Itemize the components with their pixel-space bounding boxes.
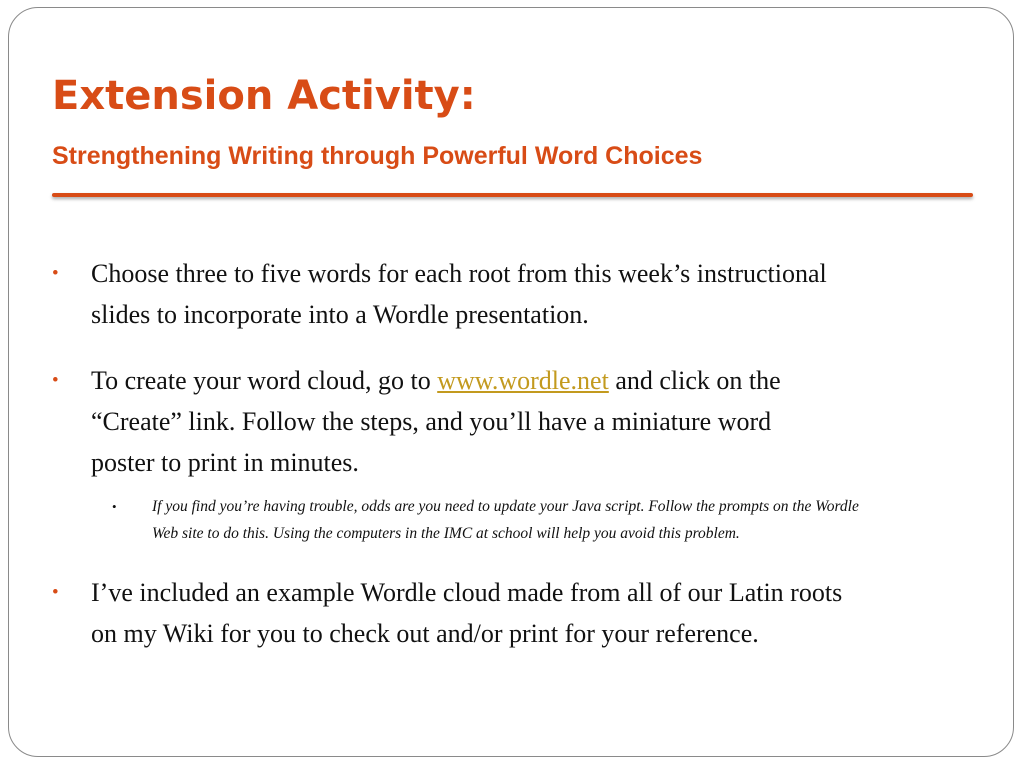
bullet-text-segment: To create your word cloud, go to xyxy=(91,366,438,395)
wordle-link[interactable]: www.wordle.net xyxy=(437,366,609,395)
sub-bullet-line: Web site to do this. Using the computers in the IMC at school will help you avoid this problem. xyxy=(152,525,740,542)
sub-bullet-marker: • xyxy=(112,499,117,514)
bullet-line: Choose three to five words for each root from this week’s instructional xyxy=(91,259,827,288)
bullet-line: I’ve included an example Wordle cloud made from all of our Latin roots xyxy=(91,578,843,607)
bullet-line: slides to incorporate into a Wordle presentation. xyxy=(91,300,589,329)
bullet-line: “Create” link. Follow the steps, and you’ll have a miniature word xyxy=(91,407,772,436)
sub-bullet-text xyxy=(152,493,982,547)
bullet-line: on my Wiki for you to check out and/or print for your reference. xyxy=(91,619,759,648)
slide-subtitle: Strengthening Writing through Powerful Word Choices xyxy=(52,142,703,170)
title-divider xyxy=(52,193,973,197)
bullet-text-segment: and click on the xyxy=(608,366,781,395)
slide-title: Extension Activity: xyxy=(52,73,476,119)
bullet-text xyxy=(91,253,991,335)
bullet-line xyxy=(91,360,991,401)
sub-bullet-line: If you find you’re having trouble, odds are you need to update your Java script. Follow the prompts on the Wordle xyxy=(152,498,859,515)
bullet-text xyxy=(91,572,991,654)
bullet-marker: • xyxy=(52,582,59,603)
bullet-marker: • xyxy=(52,263,59,284)
bullet-text xyxy=(91,360,991,483)
bullet-marker: • xyxy=(52,370,59,391)
bullet-line: poster to print in minutes. xyxy=(91,448,359,477)
